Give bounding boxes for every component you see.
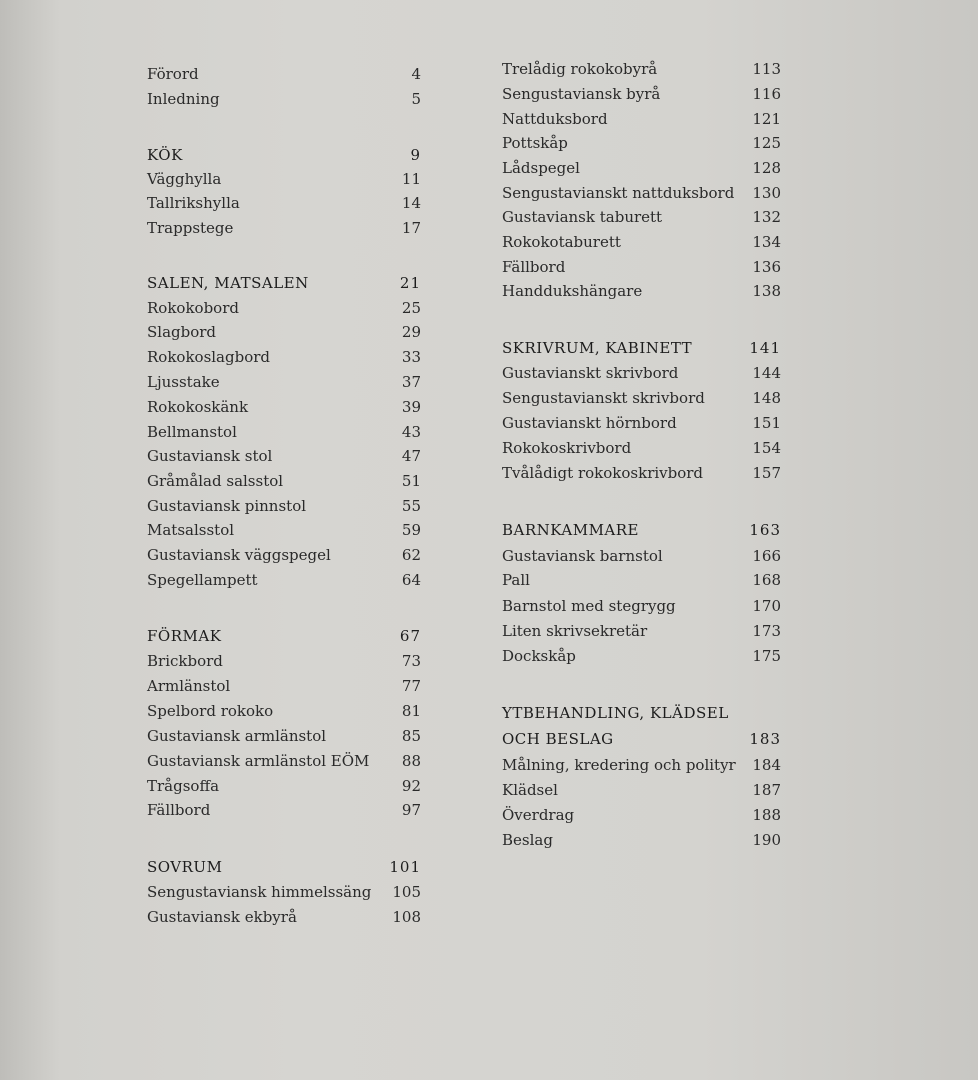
toc-entry-page-number: 136	[752, 258, 781, 276]
toc-entry	[147, 724, 421, 748]
toc-entry-page-number: 130	[752, 184, 781, 202]
toc-entry	[147, 905, 421, 929]
toc-entry-page-number: 125	[752, 134, 781, 152]
toc-entry-page-number: 88	[401, 752, 421, 770]
toc-entry-title: Handdukshängare	[502, 282, 643, 300]
toc-section-heading	[147, 271, 421, 295]
toc-entry-title: Gråmålad salsstol	[147, 472, 284, 490]
toc-entry-title: Gustaviansk armlänstol EÖM	[147, 752, 370, 770]
toc-entry	[502, 181, 781, 205]
toc-entry	[147, 518, 421, 542]
toc-entry-title: YTBEHANDLING, KLÄDSEL	[502, 704, 729, 722]
toc-entry-page-number: 81	[401, 702, 421, 720]
toc-entry-title: Fällbord	[502, 258, 566, 276]
toc-entry-title: Gustavianskt skrivbord	[502, 364, 679, 382]
toc-entry-title: Klädsel	[502, 781, 558, 799]
toc-entry	[502, 279, 781, 303]
toc-entry-title: Trågsoffa	[147, 777, 220, 795]
toc-entry-title: Gustavianskt hörnbord	[502, 414, 677, 432]
toc-entry-title: Gustaviansk väggspegel	[147, 546, 331, 564]
toc-entry-page-number: 163	[749, 521, 781, 539]
toc-entry-page-number: 128	[752, 159, 781, 177]
toc-entry-page-number: 101	[389, 858, 421, 876]
toc-entry-page-number: 105	[392, 883, 421, 901]
toc-entry-page-number: 157	[752, 464, 781, 482]
toc-entry-page-number: 33	[401, 348, 421, 366]
toc-entry-page-number: 17	[401, 219, 421, 237]
toc-entry-page-number: 170	[752, 597, 781, 615]
toc-entry-title: Pottskåp	[502, 134, 568, 152]
toc-entry-page-number: 4	[411, 65, 421, 83]
toc-entry	[147, 444, 421, 468]
toc-entry	[147, 296, 421, 320]
toc-entry	[502, 107, 781, 131]
toc-entry-title: Armlänstol	[147, 677, 231, 695]
toc-entry	[502, 778, 781, 802]
toc-entry-title: Spegellampett	[147, 571, 258, 589]
toc-entry-page-number: 183	[749, 730, 781, 748]
toc-entry-page-number: 9	[410, 146, 421, 164]
toc-entry	[502, 544, 781, 568]
toc-entry	[502, 82, 781, 106]
toc-section-heading	[502, 518, 781, 542]
toc-section-heading	[147, 143, 421, 167]
toc-entry	[502, 644, 781, 668]
toc-entry-title: Dockskåp	[502, 647, 576, 665]
toc-entry	[502, 436, 781, 460]
toc-entry	[147, 216, 421, 240]
toc-entry-page-number: 108	[392, 908, 421, 926]
toc-entry	[147, 674, 421, 698]
toc-entry	[147, 345, 421, 369]
toc-entry-page-number: 59	[401, 521, 421, 539]
toc-entry-title: Fällbord	[147, 801, 211, 819]
toc-entry	[147, 370, 421, 394]
toc-entry-title: Rokokoskrivbord	[502, 439, 632, 457]
toc-entry-page-number: 43	[401, 423, 421, 441]
toc-entry-title: Rokokoslagbord	[147, 348, 271, 366]
toc-section-heading	[502, 701, 781, 725]
toc-entry	[147, 420, 421, 444]
toc-entry-page-number: 138	[752, 282, 781, 300]
toc-entry-title: Målning, kredering och polityr	[502, 756, 736, 774]
toc-entry-title: Överdrag	[502, 806, 575, 824]
toc-entry-page-number: 37	[401, 373, 421, 391]
toc-entry-title: SOVRUM	[147, 858, 223, 876]
toc-entry-page-number: 97	[401, 801, 421, 819]
toc-entry-page-number: 168	[752, 571, 781, 589]
toc-entry-page-number: 5	[411, 90, 421, 108]
toc-entry	[147, 167, 421, 191]
toc-entry-title: Matsalsstol	[147, 521, 235, 539]
toc-entry-title: KÖK	[147, 146, 183, 164]
toc-entry	[147, 191, 421, 215]
toc-entry-title: Sengustavianskt skrivbord	[502, 389, 705, 407]
toc-entry	[502, 828, 781, 852]
toc-entry	[147, 649, 421, 673]
toc-entry-page-number: 132	[752, 208, 781, 226]
toc-entry-title: Sengustavianskt nattduksbord	[502, 184, 735, 202]
toc-entry-page-number: 14	[401, 194, 421, 212]
toc-entry-title: Sengustaviansk himmelssäng	[147, 883, 372, 901]
toc-entry-page-number: 77	[401, 677, 421, 695]
toc-entry-page-number: 64	[401, 571, 421, 589]
toc-entry-title: Pall	[502, 571, 530, 589]
toc-entry-title: Ljusstake	[147, 373, 220, 391]
toc-entry-title: Rokokotaburett	[502, 233, 621, 251]
toc-entry-page-number: 148	[752, 389, 781, 407]
toc-entry-title: Barnstol med stegrygg	[502, 597, 676, 615]
toc-entry	[147, 798, 421, 822]
toc-entry-page-number: 62	[401, 546, 421, 564]
toc-entry-title: FÖRMAK	[147, 627, 222, 645]
toc-entry-title: Vägghylla	[147, 170, 222, 188]
toc-entry	[147, 699, 421, 723]
toc-entry-page-number: 39	[401, 398, 421, 416]
toc-entry-title: BARNKAMMARE	[502, 521, 639, 539]
toc-entry-page-number: 175	[752, 647, 781, 665]
toc-entry	[502, 411, 781, 435]
toc-entry-page-number: 188	[752, 806, 781, 824]
toc-entry	[502, 753, 781, 777]
toc-entry-title: SALEN, MATSALEN	[147, 274, 309, 292]
toc-entry-title: Brickbord	[147, 652, 223, 670]
toc-entry-title: Spelbord rokoko	[147, 702, 274, 720]
toc-entry	[147, 320, 421, 344]
toc-entry	[502, 461, 781, 485]
toc-entry	[147, 494, 421, 518]
toc-entry	[147, 568, 421, 592]
toc-entry-page-number: 113	[752, 60, 781, 78]
toc-entry-title: OCH BESLAG	[502, 730, 614, 748]
toc-entry	[147, 395, 421, 419]
toc-entry-page-number: 187	[752, 781, 781, 799]
toc-entry	[502, 255, 781, 279]
toc-entry	[502, 131, 781, 155]
toc-entry	[502, 594, 781, 618]
toc-entry-title: Trappstege	[147, 219, 234, 237]
toc-entry-title: Tallrikshylla	[147, 194, 240, 212]
toc-entry	[147, 543, 421, 567]
toc-entry-title: Slagbord	[147, 323, 217, 341]
toc-section-heading	[502, 336, 781, 360]
toc-entry	[147, 774, 421, 798]
toc-entry	[502, 568, 781, 592]
toc-entry-title: Rokokobord	[147, 299, 239, 317]
toc-entry	[502, 205, 781, 229]
toc-entry-title: Gustaviansk ekbyrå	[147, 908, 297, 926]
toc-entry	[147, 880, 421, 904]
toc-entry-page-number: 25	[401, 299, 421, 317]
toc-entry-page-number: 166	[752, 547, 781, 565]
toc-entry	[502, 57, 781, 81]
toc-entry	[502, 156, 781, 180]
toc-section-heading	[147, 855, 421, 879]
toc-entry-page-number: 184	[752, 756, 781, 774]
toc-entry-page-number: 144	[752, 364, 781, 382]
toc-entry-title: Gustaviansk barnstol	[502, 547, 663, 565]
toc-entry-title: Nattduksbord	[502, 110, 608, 128]
toc-entry-page-number: 67	[399, 627, 421, 645]
toc-entry-title: Bellmanstol	[147, 423, 237, 441]
toc-entry-page-number: 55	[401, 497, 421, 515]
toc-entry-page-number: 85	[401, 727, 421, 745]
toc-entry-title: Gustaviansk taburett	[502, 208, 663, 226]
toc-entry-page-number: 173	[752, 622, 781, 640]
toc-entry-title: Liten skrivsekretär	[502, 622, 648, 640]
toc-entry-page-number: 92	[401, 777, 421, 795]
toc-entry-page-number: 11	[401, 170, 421, 188]
toc-entry-page-number: 121	[752, 110, 781, 128]
toc-entry	[502, 361, 781, 385]
toc-entry-page-number: 151	[752, 414, 781, 432]
toc-entry-title: Gustaviansk stol	[147, 447, 273, 465]
toc-entry-page-number: 134	[752, 233, 781, 251]
toc-entry	[147, 469, 421, 493]
toc-section-heading	[502, 727, 781, 751]
toc-entry-title: Tvålådigt rokokoskrivbord	[502, 464, 704, 482]
toc-entry-title: Gustaviansk armlänstol	[147, 727, 327, 745]
toc-entry-title: Beslag	[502, 831, 553, 849]
toc-entry-title: Trelådig rokokobyrå	[502, 60, 658, 78]
toc-entry-page-number: 116	[752, 85, 781, 103]
toc-entry-title: SKRIVRUM, KABINETT	[502, 339, 693, 357]
toc-entry-page-number: 73	[401, 652, 421, 670]
toc-entry	[502, 803, 781, 827]
toc-entry	[147, 87, 421, 111]
toc-entry-page-number: 190	[752, 831, 781, 849]
toc-entry-title: Rokokoskänk	[147, 398, 249, 416]
toc-entry-page-number: 47	[401, 447, 421, 465]
toc-entry	[147, 749, 421, 773]
toc-entry	[502, 619, 781, 643]
toc-entry-title: Förord	[147, 65, 199, 83]
toc-entry-title: Sengustaviansk byrå	[502, 85, 661, 103]
toc-entry-title: Gustaviansk pinnstol	[147, 497, 307, 515]
toc-entry-page-number: 141	[749, 339, 781, 357]
toc-entry-page-number: 154	[752, 439, 781, 457]
toc-entry	[147, 62, 421, 86]
toc-entry-page-number: 51	[401, 472, 421, 490]
toc-entry	[502, 386, 781, 410]
toc-entry-title: Lådspegel	[502, 159, 580, 177]
toc-entry-page-number: 21	[399, 274, 421, 292]
toc-section-heading	[147, 624, 421, 648]
toc-entry-page-number: 29	[401, 323, 421, 341]
toc-entry-title: Inledning	[147, 90, 220, 108]
toc-entry	[502, 230, 781, 254]
